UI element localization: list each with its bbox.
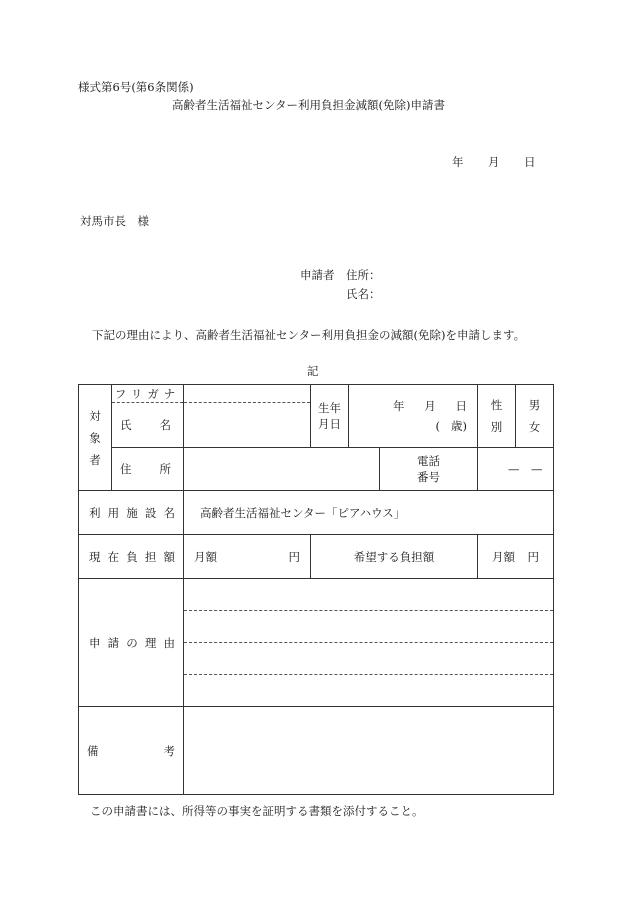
reason-line xyxy=(184,579,553,611)
reason-label: 申 請 の 理 由 xyxy=(79,579,184,707)
applicant-address-label: 住所： xyxy=(346,268,381,282)
subject-char: 対 xyxy=(89,408,101,423)
furigana-label: フリガナ xyxy=(112,385,184,403)
phone-field[interactable]: — — xyxy=(478,448,554,491)
desired-burden-label: 希望する負担額 xyxy=(311,535,478,579)
remarks-field[interactable] xyxy=(184,707,554,795)
facility-label: 利 用 施 設 名 xyxy=(79,491,184,535)
applicant-role-label: 申請者 xyxy=(300,268,335,282)
application-table xyxy=(78,384,554,795)
monthly-label: 月額 xyxy=(194,549,217,564)
applicant-name-label: 氏名： xyxy=(346,287,381,301)
reason-line xyxy=(184,643,553,675)
monthly-label: 月額 xyxy=(492,549,515,564)
sex-male[interactable]: 男 xyxy=(528,398,541,412)
sex-label: 性 別 xyxy=(478,385,516,448)
footer-note: この申請書には、所得等の事実を証明する書類を添付すること。 xyxy=(90,804,424,818)
date-day: 日 xyxy=(524,155,536,169)
subject-char: 者 xyxy=(89,452,101,467)
furigana-field[interactable] xyxy=(184,385,311,403)
current-burden-label: 現 在 負 担 額 xyxy=(79,535,184,579)
facility-value: 高齢者生活福祉センター「ピアハウス」 xyxy=(184,491,554,535)
ki-mark: 記 xyxy=(307,364,319,378)
addressee: 対馬市長 様 xyxy=(80,214,149,228)
reason-line xyxy=(184,611,553,643)
name-label: 氏 名 xyxy=(112,403,184,448)
desired-burden-field[interactable] xyxy=(478,535,554,579)
applicant-block xyxy=(300,266,381,304)
yen-label: 円 xyxy=(527,549,539,564)
form-title: 高齢者生活福祉センター利用負担金減額(免除)申請書 xyxy=(172,98,446,112)
current-burden-field[interactable] xyxy=(184,535,311,579)
date-line xyxy=(452,154,536,170)
birthdate-label: 生年 月日 xyxy=(311,385,349,448)
phone-label: 電話 番号 xyxy=(380,448,478,491)
date-month: 月 xyxy=(488,155,500,169)
name-field[interactable] xyxy=(184,403,311,448)
subject-char: 象 xyxy=(89,430,101,445)
sex-female[interactable]: 女 xyxy=(528,420,541,434)
address-label: 住 所 xyxy=(112,448,184,491)
sex-options[interactable] xyxy=(516,385,554,448)
date-year: 年 xyxy=(452,155,464,169)
intro-text: 下記の理由により、高齢者生活福祉センター利用負担金の減額(免除)を申請します。 xyxy=(92,328,526,342)
birthdate-field[interactable]: 年 月 日 ( 歳) xyxy=(349,385,478,448)
yen-label: 円 xyxy=(288,549,300,564)
remarks-label: 備 考 xyxy=(79,707,184,795)
reason-field[interactable] xyxy=(184,579,554,707)
subject-header xyxy=(79,385,112,491)
address-field[interactable] xyxy=(184,448,380,491)
reason-line xyxy=(184,675,553,706)
form-number: 様式第6号(第6条関係) xyxy=(78,80,194,94)
